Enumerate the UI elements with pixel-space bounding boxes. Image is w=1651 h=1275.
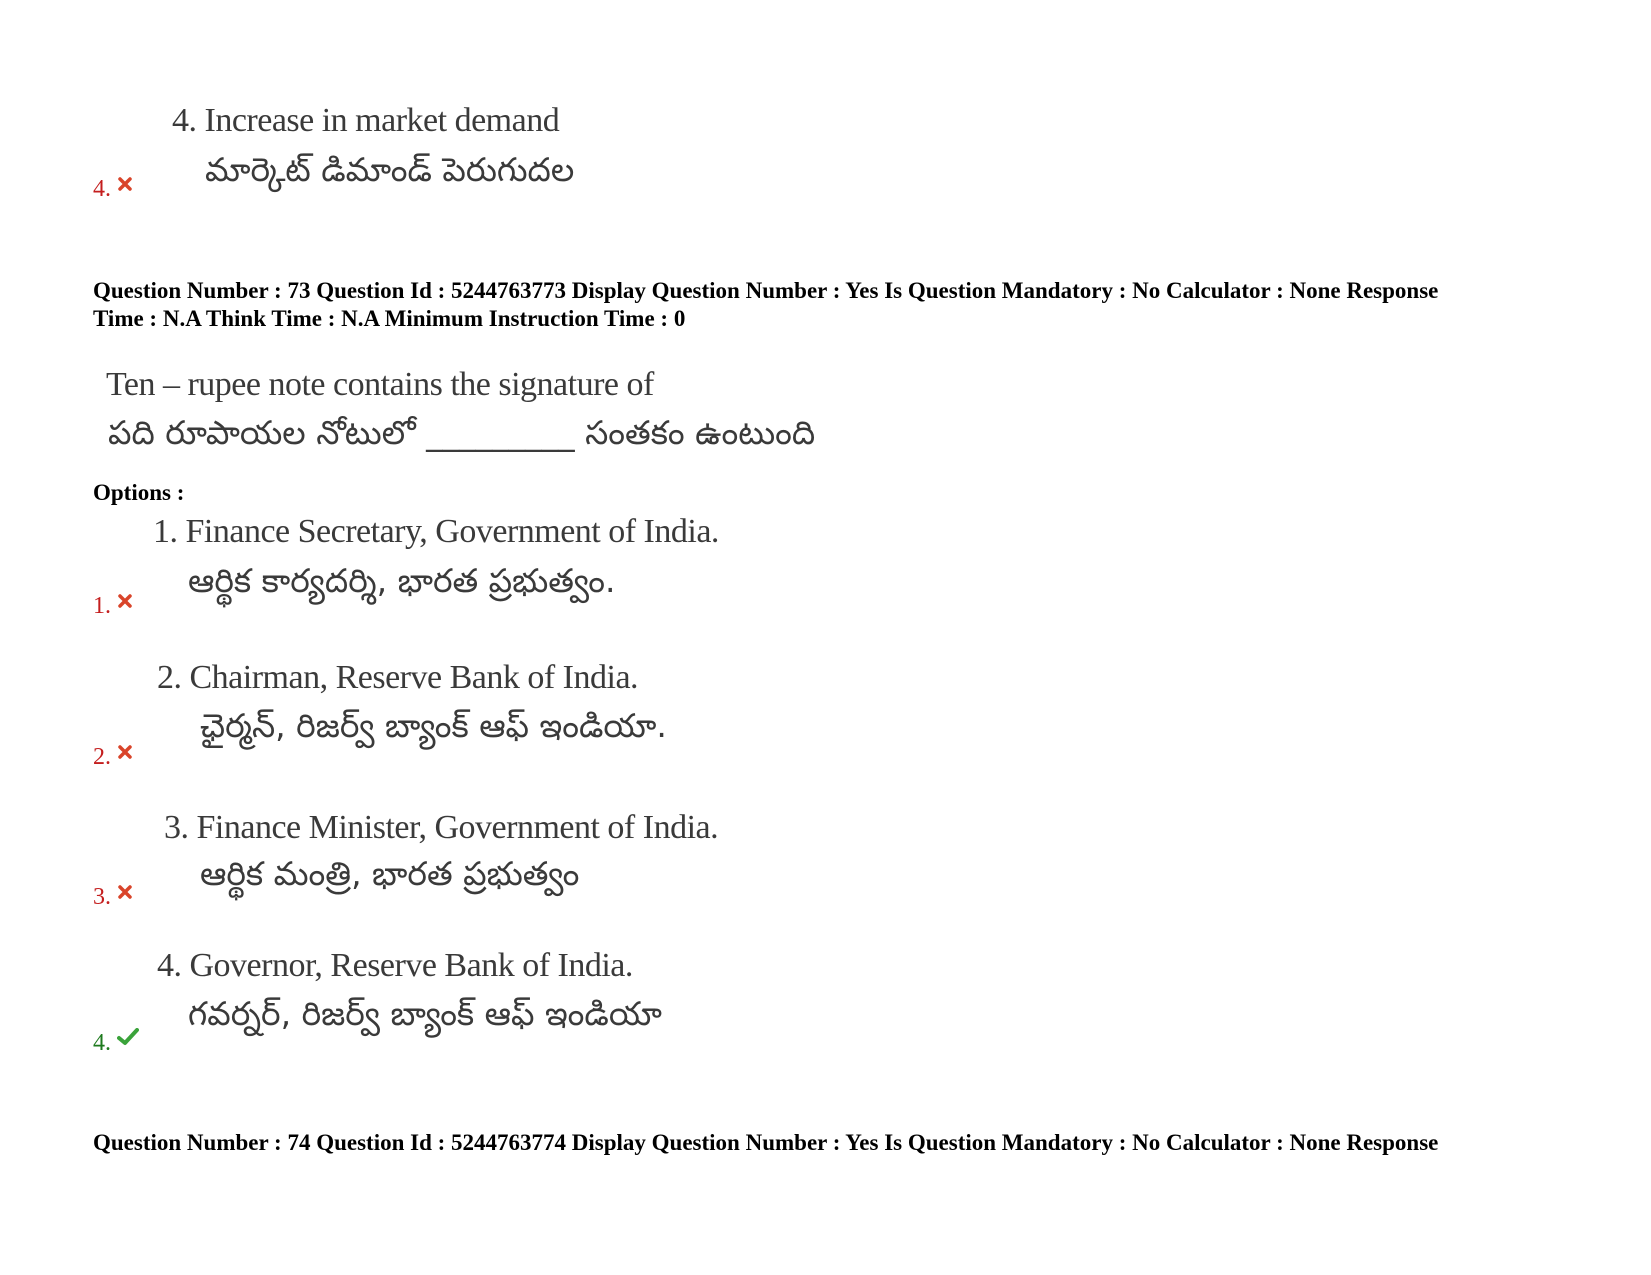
check-icon <box>117 1028 139 1046</box>
prev-option-4-english: 4. Increase in market demand <box>172 102 560 139</box>
option-number: 2. <box>93 744 111 770</box>
option-number: 3. <box>93 884 111 910</box>
option-1-english: 1. Finance Secretary, Government of India. <box>153 513 719 550</box>
option-2-telugu: ఛైర్మన్, రిజర్వ్ బ్యాంక్ ఆఫ్ ఇండియా. <box>200 706 667 745</box>
cross-icon <box>117 744 133 760</box>
cross-icon <box>117 593 133 609</box>
question-text-telugu: పది రూపాయల నోటులో _________ సంతకం ఉంటుంది <box>108 413 816 452</box>
option-number: 1. <box>93 593 111 619</box>
question-74-meta <box>93 1129 1573 1157</box>
cross-icon <box>117 176 133 192</box>
options-label: Options : <box>93 480 185 505</box>
question-meta-line-2: Time : N.A Think Time : N.A Minimum Instruction Time : 0 <box>93 306 686 331</box>
option-4-marker <box>93 1028 139 1057</box>
cross-icon <box>117 884 133 900</box>
option-2-marker <box>93 744 133 771</box>
option-1-telugu: ఆర్థిక కార్యదర్శి, భారత ప్రభుత్వం. <box>188 561 616 600</box>
prev-option-4-marker <box>93 176 133 203</box>
prev-option-4-telugu: మార్కెట్ డిమాండ్ పెరుగుదల <box>205 150 575 189</box>
option-number: 4. <box>93 176 111 202</box>
option-3-english: 3. Finance Minister, Government of India. <box>164 809 719 846</box>
option-4-telugu: గవర్నర్, రిజర్వ్ బ్యాంక్ ఆఫ్ ఇండియా <box>188 994 662 1033</box>
option-1-marker <box>93 593 133 620</box>
option-3-marker <box>93 884 133 911</box>
option-number: 4. <box>93 1030 111 1056</box>
question-meta-line-1: Question Number : 73 Question Id : 5244763773 Display Question Number : Yes Is Question Mandatory : No Calculator : None Response <box>93 278 1439 303</box>
option-2-english: 2. Chairman, Reserve Bank of India. <box>157 659 639 696</box>
question-meta-line-1: Question Number : 74 Question Id : 5244763774 Display Question Number : Yes Is Question Mandatory : No Calculator : None Response <box>93 1130 1439 1155</box>
question-73-meta <box>93 277 1573 333</box>
option-3-telugu: ఆర్థిక మంత్రి, భారత ప్రభుత్వం <box>200 854 580 893</box>
option-4-english: 4. Governor, Reserve Bank of India. <box>157 947 633 984</box>
question-text-english: Ten – rupee note contains the signature of <box>106 366 654 403</box>
